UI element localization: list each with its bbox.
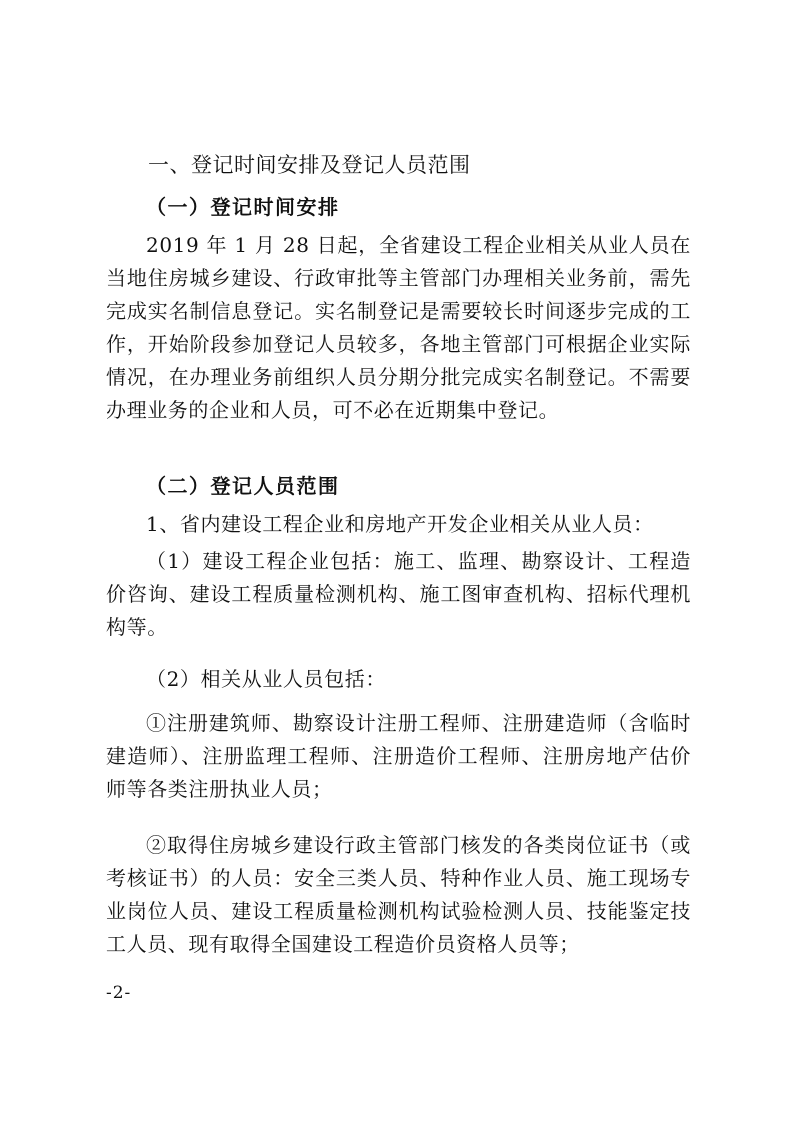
paragraph-item-1: 1、省内建设工程企业和房地产开发企业相关从业人员： xyxy=(146,512,654,536)
paragraph-item-1-1: （1）建设工程企业包括：施工、监理、勘察设计、工程造价咨询、建设工程质量检测机构、施工图审查机构、招标代理机构等。 xyxy=(106,549,691,639)
page-number: -2- xyxy=(106,983,132,1003)
paragraph-time-arrangement: 2019 年 1 月 28 日起，全省建设工程企业相关从业人员在当地住房城乡建设、行政审批等主管部门办理相关业务前，需先完成实名制信息登记。实名制登记是需要较长时间逐步完成的工作，开始阶段参加登记人员较多，各地主管部门可根据企业实际情况，在办理业务前组织人员分期分批完成实名制登记。不需要办理业务的企业和人员，可不必在近期集中登记。 xyxy=(106,233,691,422)
paragraph-item-1-2-b: ②取得住房城乡建设行政主管部门核发的各类岗位证书（或考核证书）的人员：安全三类人员、特种作业人员、施工现场专业岗位人员、建设工程质量检测机构试验检测人员、技能鉴定技工人员、现有取得全国建设工程造价员资格人员等； xyxy=(106,833,691,956)
section-heading: 一、登记时间安排及登记人员范围 xyxy=(148,153,471,177)
subsection-heading-time: （一）登记时间安排 xyxy=(146,195,340,219)
subsection-heading-scope: （二）登记人员范围 xyxy=(146,474,340,498)
paragraph-item-1-2-a: ①注册建筑师、勘察设计注册工程师、注册建造师（含临时建造师）、注册监理工程师、注册造价工程师、注册房地产估价师等各类注册执业人员； xyxy=(106,711,691,801)
paragraph-item-1-2: （2）相关从业人员包括： xyxy=(146,667,386,691)
